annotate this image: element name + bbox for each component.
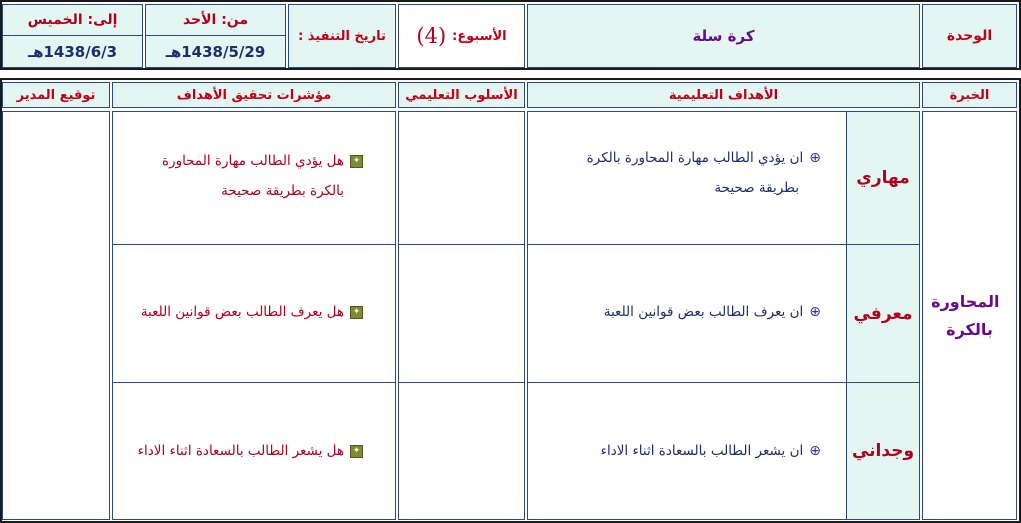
from-label: من: الأحد xyxy=(182,12,249,28)
to-cell xyxy=(2,4,143,68)
indicator-text: هل يشعر الطالب بالسعادة اثناء الاداء xyxy=(137,443,344,459)
indicator-item xyxy=(123,297,363,327)
week-label: الأسبوع: xyxy=(452,28,507,44)
experience-cell xyxy=(922,111,1017,520)
col-header-method-label: الأسلوب التعليمي xyxy=(405,87,518,103)
category-cell-affective xyxy=(846,382,920,520)
indicator-item xyxy=(123,436,363,466)
unit-label-cell xyxy=(922,4,1017,68)
unit-value-cell xyxy=(527,4,920,68)
col-header-signature xyxy=(2,82,110,108)
category-cell-skill xyxy=(846,111,920,245)
indicator-text: هل يعرف الطالب بعض قوانين اللعبة xyxy=(140,304,344,320)
crosshair-circle-icon: ⊕ xyxy=(809,150,821,166)
row-divider xyxy=(398,382,525,383)
objective-text: ان يعرف الطالب بعض قوانين اللعبة xyxy=(603,304,804,320)
indicator-item xyxy=(123,146,363,206)
col-header-method xyxy=(398,82,525,108)
experience-value: المحاورة بالكرة xyxy=(931,291,1000,339)
week-cell xyxy=(398,4,525,68)
unit-value: كرة سلة xyxy=(692,27,755,45)
method-column xyxy=(398,111,525,520)
from-cell xyxy=(145,4,286,68)
star-square-icon: ✦ xyxy=(350,155,363,168)
col-header-objectives-label: الأهداف التعليمية xyxy=(668,87,779,103)
indicator-text-line2: بالكرة بطريقة صحيحة xyxy=(221,183,344,199)
unit-label: الوحدة xyxy=(946,28,993,44)
objective-item xyxy=(521,143,821,203)
signature-cell xyxy=(2,111,110,520)
row-divider xyxy=(398,244,525,245)
objective-item xyxy=(521,436,821,466)
exec-date-label-cell xyxy=(288,4,396,68)
exec-date-label: تاريخ التنفيذ : xyxy=(298,28,386,44)
col-header-experience-label: الخبرة xyxy=(949,87,990,103)
from-date: 1438/5/29هـ xyxy=(165,43,266,61)
category-affective: وجداني xyxy=(851,441,915,461)
col-header-indicators-label: مؤشرات تحقيق الأهداف xyxy=(176,87,332,103)
star-square-icon: ✦ xyxy=(350,445,363,458)
category-skill: مهاري xyxy=(856,168,910,188)
crosshair-circle-icon: ⊕ xyxy=(809,304,821,320)
star-square-icon: ✦ xyxy=(350,306,363,319)
col-header-experience xyxy=(922,82,1017,108)
to-label: إلى: الخميس xyxy=(27,12,118,28)
week-value: (4) xyxy=(416,24,447,48)
col-header-signature-label: توقيع المدير xyxy=(16,87,96,103)
to-date: 1438/6/3هـ xyxy=(27,43,118,61)
objective-text: ان يؤدي الطالب مهارة المحاورة بالكرة xyxy=(586,150,804,166)
indicator-text: هل يؤدي الطالب مهارة المحاورة xyxy=(161,153,344,169)
row-divider xyxy=(112,382,396,383)
category-cognitive: معرفي xyxy=(853,303,913,324)
crosshair-circle-icon: ⊕ xyxy=(809,443,821,459)
objective-item xyxy=(521,297,821,327)
row-divider xyxy=(112,244,396,245)
col-header-indicators xyxy=(112,82,396,108)
objective-text: ان يشعر الطالب بالسعادة اثناء الاداء xyxy=(600,443,804,459)
col-header-objectives xyxy=(527,82,920,108)
category-cell-cognitive xyxy=(846,244,920,383)
objective-text-line2: بطريقة صحيحة xyxy=(714,180,799,196)
